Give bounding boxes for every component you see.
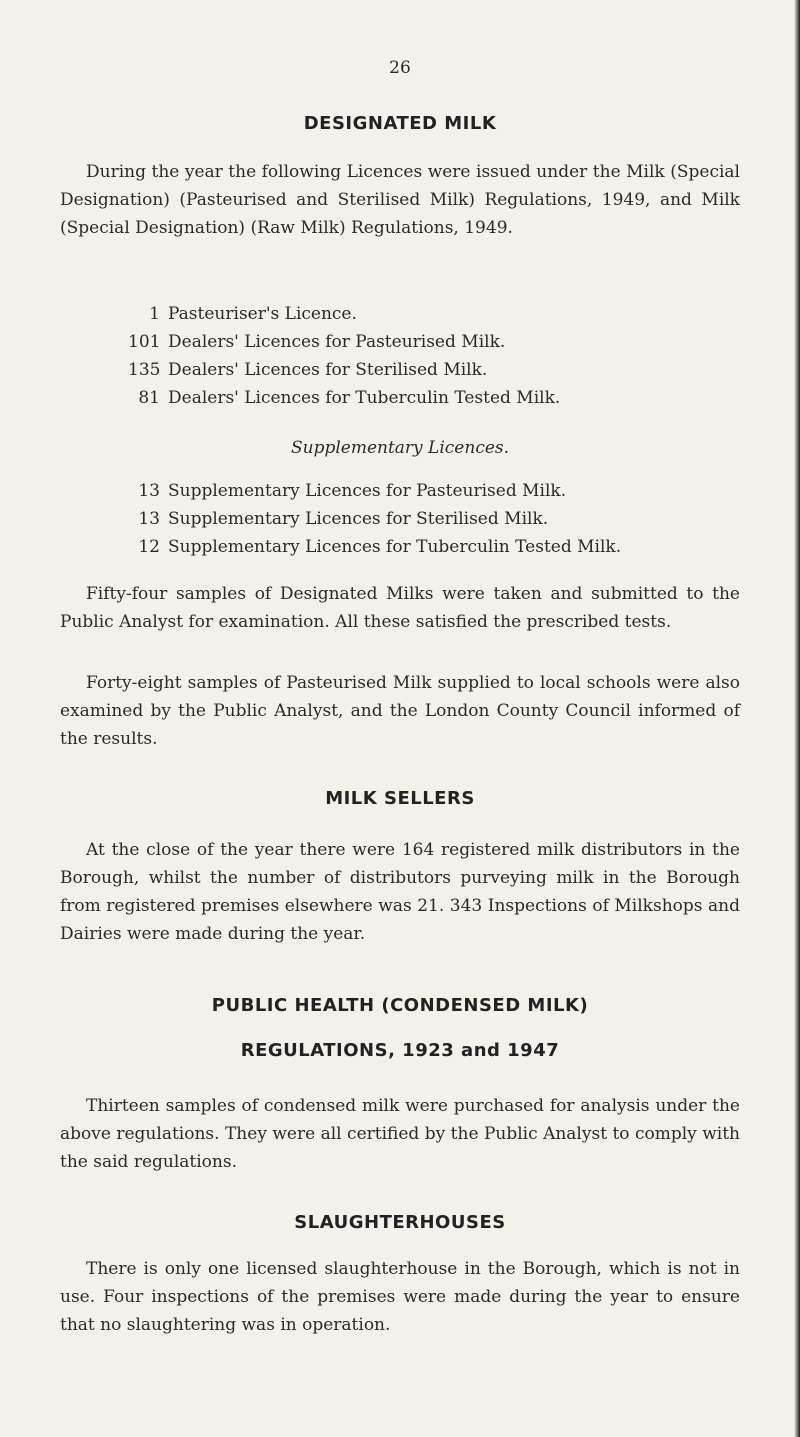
list-item [128,328,748,356]
licence-text: Supplementary Licences for Pasteurised Milk. [168,481,567,501]
licence-text: Dealers' Licences for Pasteurised Milk. [168,332,506,352]
licence-list [128,300,748,412]
heading-milk-sellers: MILK SELLERS [325,788,475,809]
licence-count: 81 [138,388,160,408]
schools-paragraph: Forty-eight samples of Pasteurised Milk supplied to local schools were also examined by the Public Analyst, and the London County Council informed of the results. [60,673,740,749]
licence-count: 101 [128,332,161,352]
slaughterhouses-paragraph: There is only one licensed slaughterhouse in the Borough, which is not in use. Four inspections of the premises were made during the year to ensure that no slaughtering was in operation. [60,1259,740,1335]
licence-text: Pasteuriser's Licence. [168,304,357,324]
licence-count: 135 [128,360,161,380]
licence-text: Supplementary Licences for Tuberculin Tested Milk. [168,537,622,557]
supplementary-heading: Supplementary Licences. [290,438,510,458]
list-item [128,477,748,505]
heading-designated-milk: DESIGNATED MILK [303,113,497,134]
milk-sellers-paragraph: At the close of the year there were 164 registered milk distributors in the Borough, whilst the number of distributors purveying milk in the Borough from registered premises elsewhere was 21. 343 Inspections of Milkshops and Dairies were made during the year. [60,840,740,944]
supplementary-list [128,477,748,561]
samples-paragraph: Fifty-four samples of Designated Milks were taken and submitted to the Public Analyst for examination. All these satisfied the prescribed tests. [60,584,740,632]
heading-condensed-milk-line1: PUBLIC HEALTH (CONDENSED MILK) [211,995,589,1016]
licence-text: Dealers' Licences for Tuberculin Tested Milk. [168,388,561,408]
licence-count: 13 [138,481,160,501]
list-item [128,300,748,328]
list-item [128,384,748,412]
condensed-milk-paragraph: Thirteen samples of condensed milk were purchased for analysis under the above regulations. They were all certified by the Public Analyst to comply with the said regulations. [60,1096,740,1172]
heading-slaughterhouses: SLAUGHTERHOUSES [294,1212,506,1233]
list-item [128,356,748,384]
designated-milk-intro: During the year the following Licences were issued under the Milk (Special Designation) (Pasteurised and Sterilised Milk) Regulations, 1949, and Milk (Special Designation) (Raw Milk) Regulations, 1949. [60,162,740,238]
licence-count: 12 [138,537,160,557]
list-item [128,505,748,533]
heading-condensed-milk-line2: REGULATIONS, 1923 and 1947 [240,1040,560,1061]
licence-count: 13 [138,509,160,529]
licence-count: 1 [149,304,160,324]
licence-text: Dealers' Licences for Sterilised Milk. [168,360,488,380]
licence-text: Supplementary Licences for Sterilised Milk. [168,509,549,529]
page-number: 26 [389,58,411,78]
list-item [128,533,748,561]
